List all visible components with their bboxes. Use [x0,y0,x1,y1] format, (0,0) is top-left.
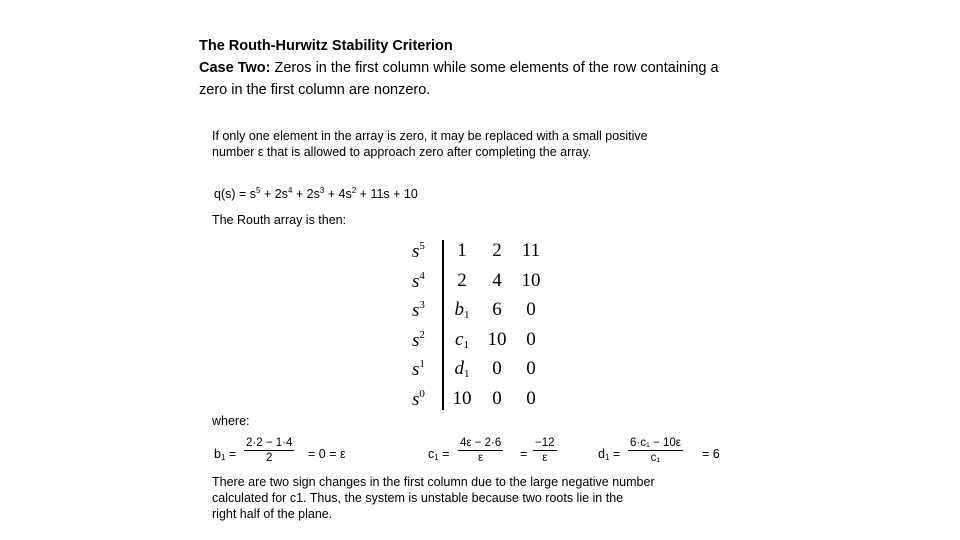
case-text-line2: zero in the first column are nonzero. [199,82,431,98]
b1-rhs: = 0 = ε [308,447,346,461]
routh-divider [442,240,444,410]
c1-denominator2: ε [542,452,548,464]
conclusion-line2: calculated for c1. Thus, the system is unstable because two roots lie in the [212,491,624,505]
where-label: where: [212,414,250,428]
d1-numerator: 6·c₁ − 10ε [630,437,681,449]
d1-lhs: $d_1$ = [598,447,621,462]
b1-fraction [244,437,294,464]
b1-lhs: $b_1$ = [214,447,237,462]
case-label: Case Two: [199,60,271,76]
b1-numerator: 2·2 − 1·4 [246,437,293,449]
c1-numerator: 4ε − 2·6 [460,437,502,449]
c1-fraction2 [533,437,557,464]
d1-denominator: c₁ [650,452,661,464]
c1-fraction [458,437,503,464]
case-description [199,57,719,79]
c1-lhs: $c_1$ = [428,447,450,462]
c1-denominator: ε [478,452,484,464]
intro-line1: If only one element in the array is zero, it may be replaced with a small positive [212,129,648,143]
routh-intro: The Routh array is then: [212,213,347,227]
case-text-line1: Zeros in the first column while some elements of the row containing a [270,60,719,76]
d1-rhs: = 6 [702,447,720,461]
conclusion-line3: right half of the plane. [212,507,333,521]
polynomial: $q(s) = s^5 + 2s^4 + 2s^3 + 4s^2 + 11s + 10$ [214,186,418,201]
c1-numerator2: −12 [535,437,555,449]
b1-denominator: 2 [265,452,273,464]
intro-line2: number ε that is allowed to approach zero after completing the array. [212,145,592,159]
c1-mid-equals: = [520,447,528,461]
d1-fraction [628,437,683,464]
slide-title: The Routh-Hurwitz Stability Criterion [199,38,453,54]
conclusion-line1: There are two sign changes in the first column due to the large negative number [212,475,655,489]
